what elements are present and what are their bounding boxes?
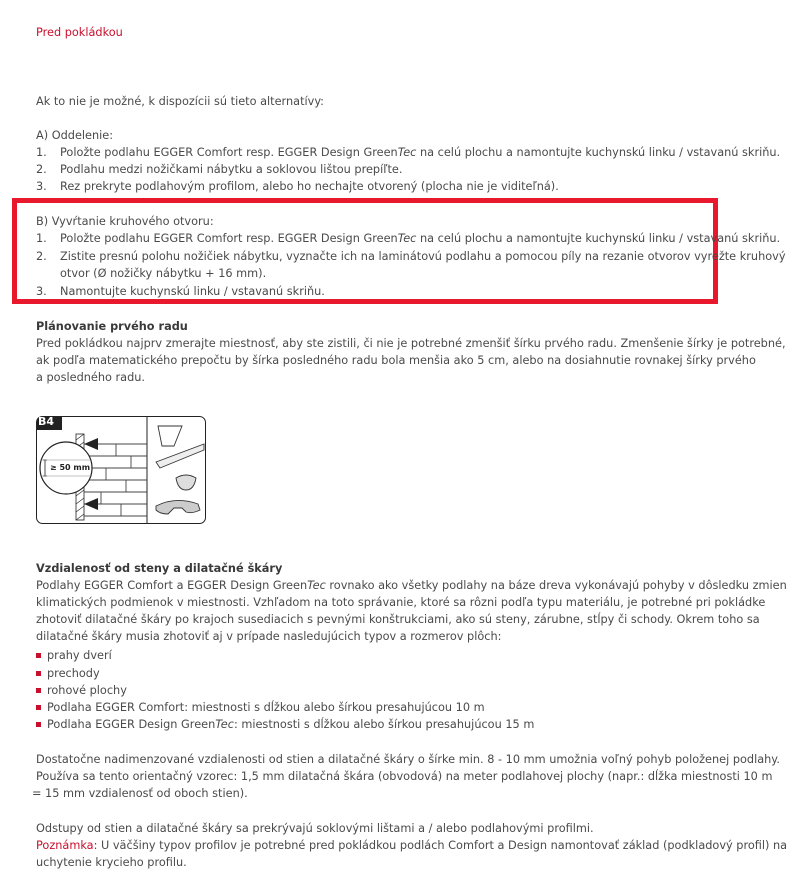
section-title: Pred pokládkou [36, 26, 123, 39]
distance-text: Používa sa tento orientačný vzorec: 1,5 mm dilatačná škára (obvodová) na meter podlahovej plochy (napr.: dĺžka miestnosti 10 m [36, 770, 773, 783]
distance-text: = 15 mm vzdialenosť od oboch stien). [32, 787, 248, 800]
distance-text: Dostatočne nadimenzované vzdialenosti od stien a dilatačné škáry o šírke min. 8 - 10 mm umožnia voľný pohyb položenej podlahy. [36, 753, 780, 766]
planning-text: a posledného radu. [36, 371, 146, 384]
planning-heading: Plánovanie prvého radu [36, 320, 188, 333]
intro-text: Ak to nie je možné, k dispozícii sú tieto alternatívy: [36, 95, 324, 108]
note-text: Poznámka: U väčšiny typov profilov je potrebné pred pokládkou podlách Comfort a Design namontovať základ (podkladový profil) na [36, 839, 787, 852]
note-label: Poznámka: [36, 839, 98, 852]
distance-text: dilatačné škáry musia zhotoviť aj v prípade nasledujúcich typov a rozmerov plôch: [36, 630, 502, 643]
planning-text: Pred pokládkou najprv zmerajte miestnosť, aby ste zistili, či nie je potrebné zmenšiť šírku prvého radu. Zmenšenie šírky je potrebné, [36, 337, 786, 350]
bullet-marker [36, 705, 41, 710]
bullet-marker [36, 722, 41, 727]
figure-b4 [36, 416, 206, 524]
distance-text: Odstupy od stien a dilatačné škáry sa prekrývajú soklovými lištami a / alebo podlahovými profilmi. [36, 822, 594, 835]
option-b-title: B) Vyvŕtanie kruhového otvoru: [36, 215, 214, 228]
figure-measure: ≥ 50 mm [50, 463, 91, 472]
distance-text: Podlahy EGGER Comfort a EGGER Design GreenTec rovnako ako všetky podlahy na báze dreva vykonávajú pohyby v dôsledku zmien [36, 579, 787, 592]
list-item: Podlaha EGGER Design GreenTec: miestnosti s dĺžkou alebo šírkou presahujúcou 15 m [47, 718, 535, 731]
list-item: Podlaha EGGER Comfort: miestnosti s dĺžkou alebo šírkou presahujúcou 10 m [47, 701, 485, 714]
list-item: 2. Podlahu medzi nožičkami nábytku a soklovou lištou prepíľte. [36, 163, 403, 176]
list-item: 3. Rez prekryte podlahovým profilom, alebo ho nechajte otvorený (plocha nie je viditeľná). [36, 180, 559, 193]
bullet-marker [36, 671, 41, 676]
bullet-marker [36, 688, 41, 693]
distance-text: klimatických podmienok v miestnosti. Vzhľadom na toto správanie, ktoré sa rôzni podľa typu materiálu, je potrebné pri pokládke [36, 596, 766, 609]
distance-heading: Vzdialenosť od steny a dilatačné škáry [36, 562, 283, 575]
bullet-marker [36, 653, 41, 658]
list-item: rohové plochy [47, 684, 127, 697]
list-item: 2. Zistite presnú polohu nožičiek nábytku, vyznačte ich na laminátovú podlahu a pomocou píly na rezanie otvorov vyrežte kruhový [36, 250, 786, 263]
list-item-continuation: otvor (Ø nožičky nábytku + 16 mm). [60, 267, 267, 280]
option-a-title: A) Oddelenie: [36, 129, 114, 142]
list-item: prechody [47, 667, 100, 680]
list-item: prahy dverí [47, 649, 112, 662]
distance-text: zhotoviť dilatačné škáry po krajoch susediacich s pevnými konštrukciami, ako sú steny, zárubne, stĺpy či schody. Okrem toho sa [36, 613, 760, 626]
figure-label: B4 [38, 415, 55, 428]
list-item: 1. Položte podlahu EGGER Comfort resp. EGGER Design GreenTec na celú plochu a namontujte kuchynskú linku / vstavanú skriňu. [36, 232, 781, 245]
planning-text: ak podľa matematického prepočtu by šírka posledného radu bola menšia ako 5 cm, alebo na dosiahnutie rovnakej šírky prvého [36, 354, 756, 367]
list-item: 1. Položte podlahu EGGER Comfort resp. EGGER Design GreenTec na celú plochu a namontujte kuchynskú linku / vstavanú skriňu. [36, 146, 781, 159]
note-text: uchytenie krycieho profilu. [36, 856, 187, 869]
list-item: 3. Namontujte kuchynskú linku / vstavanú skriňu. [36, 285, 325, 298]
